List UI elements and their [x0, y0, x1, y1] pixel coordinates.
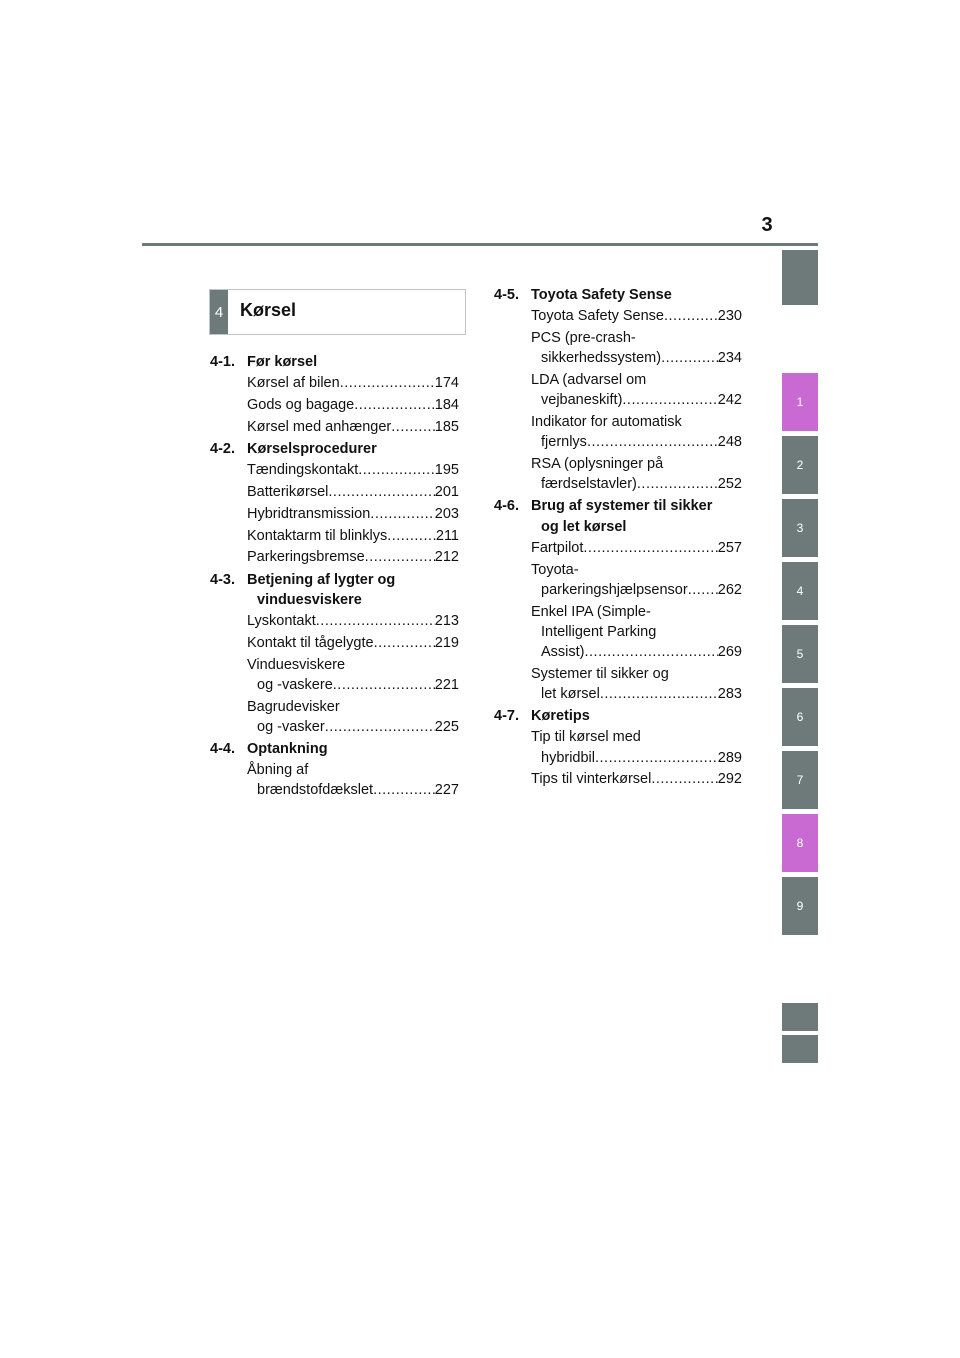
toc-entry-line: Bagrudevisker — [247, 698, 340, 715]
toc-entry[interactable] — [210, 460, 459, 480]
toc-page-number: 185 — [434, 418, 459, 435]
dot-leader — [622, 390, 717, 410]
toc-group-title-line: Før kørsel — [247, 354, 318, 370]
toc-entry[interactable] — [210, 655, 459, 695]
toc-entry-line: Tip til kørsel med — [531, 729, 641, 746]
toc-entry[interactable] — [494, 560, 742, 600]
toc-page-number: 221 — [434, 676, 459, 693]
toc-entry[interactable] — [210, 417, 459, 437]
dot-leader — [365, 547, 435, 567]
toc-entry[interactable] — [494, 306, 742, 326]
dot-leader — [651, 769, 717, 789]
section-header-box — [209, 289, 466, 335]
toc-group-title — [531, 496, 742, 536]
toc-group-number: 4-2. — [210, 441, 235, 457]
toc-entry-title: Assist) — [541, 644, 585, 661]
toc-group — [210, 439, 459, 568]
dot-leader — [637, 474, 718, 494]
toc-entry-title: let kørsel — [541, 686, 600, 703]
toc-group-number: 4-7. — [494, 708, 519, 725]
toc-entry-line: Systemer til sikker og — [531, 665, 669, 682]
toc-entry[interactable] — [210, 526, 459, 546]
toc-group — [210, 739, 459, 801]
dot-leader — [373, 780, 435, 800]
toc-entry[interactable] — [210, 611, 459, 631]
toc-entry-last-line — [247, 633, 459, 653]
dot-leader — [354, 395, 435, 415]
toc-page-number: 242 — [717, 392, 742, 409]
toc-entry[interactable] — [494, 538, 742, 558]
toc-entry-last-line — [247, 780, 459, 800]
toc-entry-title: Hybridtransmission — [247, 505, 371, 522]
toc-entry-title: færdselstavler) — [541, 476, 637, 493]
toc-group-title — [531, 706, 742, 726]
toc-group-title-line: Betjening af lygter og — [247, 571, 396, 588]
toc-page-number: 234 — [717, 350, 742, 367]
toc-entry-last-line — [247, 611, 459, 631]
toc-group-heading — [494, 285, 742, 305]
dot-leader — [583, 538, 717, 558]
toc-entry-title: Kontakt til tågelygte — [247, 634, 374, 651]
toc-entry-last-line — [531, 684, 742, 704]
toc-group-title-line: Køretips — [531, 708, 590, 725]
dot-leader — [325, 717, 435, 737]
toc-page-number: 292 — [717, 771, 742, 788]
toc-entry-title: Gods og bagage — [247, 397, 355, 413]
dot-leader — [688, 580, 718, 600]
toc-entry-last-line — [247, 526, 459, 546]
toc-entry-last-line — [247, 675, 459, 695]
toc-entry[interactable] — [494, 328, 742, 368]
toc-group — [494, 496, 742, 704]
toc-entry[interactable] — [494, 727, 742, 767]
toc-entry-last-line — [531, 390, 742, 410]
toc-page-number: 227 — [434, 782, 459, 799]
toc-entry-line: Åbning af — [247, 762, 309, 779]
dot-leader — [587, 432, 718, 452]
toc-entry[interactable] — [210, 697, 459, 737]
toc-entry[interactable] — [494, 664, 742, 704]
toc-right-column — [494, 285, 742, 792]
toc-group-title-line: og let kørsel — [541, 518, 627, 535]
toc-entry-last-line — [531, 306, 742, 326]
toc-entry[interactable] — [210, 482, 459, 502]
toc-page-number: 262 — [717, 581, 742, 598]
toc-entry-title: og -vasker — [257, 718, 325, 735]
chapter-tab-blank[interactable] — [782, 1035, 818, 1063]
chapter-tab-3[interactable]: 3 — [782, 499, 818, 557]
dot-leader — [358, 460, 435, 480]
page-number: 3 — [761, 214, 773, 236]
toc-page-number: 252 — [717, 476, 742, 493]
dot-leader — [661, 348, 718, 368]
toc-group-heading — [494, 496, 742, 536]
dot-leader — [340, 373, 435, 393]
section-title: Kørsel — [240, 300, 297, 320]
chapter-tab-7[interactable]: 7 — [782, 751, 818, 809]
toc-page-number: 225 — [434, 718, 459, 735]
dot-leader — [387, 526, 436, 546]
chapter-tab-blank[interactable] — [782, 1003, 818, 1031]
toc-entry-last-line — [247, 504, 459, 524]
toc-entry[interactable] — [210, 633, 459, 653]
toc-entry-last-line — [531, 769, 742, 789]
dot-leader — [391, 417, 435, 437]
dot-leader — [595, 748, 718, 768]
toc-page-number: 211 — [435, 527, 459, 544]
chapter-tab-blank[interactable] — [782, 250, 818, 305]
toc-entry-last-line — [531, 432, 742, 452]
toc-entry-last-line — [247, 547, 459, 567]
toc-entry-title: og -vaskere — [257, 676, 333, 693]
toc-entry-line: RSA (oplysninger på — [531, 456, 664, 472]
toc-page-number: 213 — [434, 613, 459, 629]
toc-entry-title: Kørsel med anhænger — [247, 418, 392, 435]
toc-entry[interactable] — [210, 395, 459, 415]
toc-entry-line: Intelligent Parking — [541, 623, 657, 640]
toc-group — [494, 706, 742, 789]
toc-entry-last-line — [247, 417, 459, 437]
toc-entry[interactable] — [210, 504, 459, 524]
toc-entry-last-line — [247, 717, 459, 737]
dot-leader — [328, 482, 434, 502]
dot-leader — [585, 642, 718, 662]
toc-entry-last-line — [247, 373, 459, 393]
toc-group — [210, 352, 459, 437]
toc-group-heading — [210, 570, 459, 610]
toc-entry-line: Toyota- — [531, 561, 579, 578]
toc-entry-title: Toyota Safety Sense — [531, 308, 664, 325]
chapter-tab-5[interactable]: 5 — [782, 625, 818, 683]
toc-group-heading — [494, 706, 742, 726]
toc-entry-line: LDA (advarsel om — [531, 372, 647, 388]
toc-entry-last-line — [247, 395, 459, 415]
toc-group-title — [531, 285, 742, 305]
toc-group-heading — [210, 352, 459, 372]
toc-group-number: 4-4. — [210, 741, 235, 757]
section-number: 4 — [210, 290, 228, 334]
toc-page-number: 212 — [434, 549, 459, 566]
toc-entry-title: Tændingskontakt — [247, 462, 359, 479]
toc-page-number: 230 — [717, 308, 742, 325]
chapter-tab-2[interactable]: 2 — [782, 436, 818, 494]
toc-page-number: 283 — [717, 686, 742, 703]
toc-entry-last-line — [531, 748, 742, 768]
toc-entry-last-line — [247, 482, 459, 502]
toc-page-number: 174 — [434, 375, 459, 392]
top-rule — [142, 243, 818, 246]
toc-entry[interactable] — [210, 760, 459, 800]
dot-leader — [664, 306, 718, 326]
toc-group-title-line: vinduesviskere — [257, 591, 362, 608]
toc-entry-title: brændstofdækslet — [257, 782, 374, 799]
toc-group-title-line: Optankning — [247, 741, 328, 757]
toc-entry-last-line — [531, 580, 742, 600]
toc-entry[interactable] — [494, 769, 742, 789]
dot-leader — [333, 675, 435, 695]
toc-group-heading — [210, 739, 459, 759]
toc-entry-title: fjernlys — [541, 434, 587, 451]
toc-group-title — [247, 570, 459, 610]
toc-page-number: 203 — [434, 505, 459, 522]
toc-entry[interactable] — [494, 454, 742, 494]
toc-group-title-line: Kørselsprocedurer — [247, 441, 377, 457]
dot-leader — [370, 504, 435, 524]
toc-entry-last-line — [531, 642, 742, 662]
toc-entry-title: Kørsel af bilen — [247, 375, 340, 392]
toc-entry-last-line — [531, 474, 742, 494]
toc-entry[interactable] — [494, 412, 742, 452]
toc-group-title — [247, 439, 459, 459]
toc-entry[interactable] — [494, 602, 742, 663]
toc-entry-line: PCS (pre-crash- — [531, 330, 636, 346]
toc-group-number: 4-1. — [210, 354, 235, 370]
toc-entry-last-line — [247, 460, 459, 480]
chapter-tab-1[interactable]: 1 — [782, 373, 818, 431]
toc-entry-title: Batterikørsel — [247, 484, 329, 500]
toc-page-number: 219 — [434, 634, 459, 651]
toc-group-heading — [210, 439, 459, 459]
toc-entry-title: Tips til vinterkørsel — [531, 771, 652, 788]
toc-entry[interactable] — [210, 547, 459, 567]
toc-group-title — [247, 352, 459, 372]
toc-entry-title: parkeringshjælpsensor — [541, 581, 688, 598]
toc-group-number: 4-5. — [494, 287, 519, 303]
toc-entry[interactable] — [494, 370, 742, 410]
toc-entry-last-line — [531, 348, 742, 368]
dot-leader — [600, 684, 718, 704]
toc-left-column — [210, 352, 459, 803]
toc-entry[interactable] — [210, 373, 459, 393]
toc-entry-title: Fartpilot — [531, 539, 584, 556]
toc-page-number: 184 — [434, 397, 459, 413]
toc-page-number: 201 — [434, 484, 459, 500]
toc-page-number: 289 — [717, 749, 742, 766]
toc-page-number: 248 — [717, 434, 742, 451]
chapter-tab-8[interactable]: 8 — [782, 814, 818, 872]
toc-entry-last-line — [531, 538, 742, 558]
toc-entry-title: sikkerhedssystem) — [541, 350, 662, 367]
toc-page-number: 195 — [434, 462, 459, 479]
toc-entry-title: Kontaktarm til blinklys — [247, 527, 388, 544]
toc-group-title-line: Brug af systemer til sikker — [531, 498, 713, 515]
toc-page-number: 257 — [717, 539, 742, 556]
toc-entry-title: vejbaneskift) — [541, 392, 623, 409]
toc-group — [494, 285, 742, 494]
toc-entry-title: Lyskontakt — [247, 613, 316, 629]
toc-group-number: 4-6. — [494, 498, 519, 515]
toc-entry-line: Indikator for automatisk — [531, 414, 682, 430]
toc-group — [210, 570, 459, 737]
dot-leader — [316, 611, 435, 631]
toc-entry-line: Enkel IPA (Simple- — [531, 603, 651, 620]
chapter-tab-6[interactable]: 6 — [782, 688, 818, 746]
toc-group-number: 4-3. — [210, 571, 235, 588]
toc-group-title — [247, 739, 459, 759]
toc-group-title-line: Toyota Safety Sense — [531, 287, 672, 303]
toc-entry-line: Vinduesviskere — [247, 656, 346, 673]
toc-page-number: 269 — [717, 644, 742, 661]
dot-leader — [374, 633, 435, 653]
toc-entry-title: hybridbil — [541, 749, 595, 766]
toc-entry-title: Parkeringsbremse — [247, 549, 365, 566]
chapter-tab-4[interactable]: 4 — [782, 562, 818, 620]
chapter-tab-9[interactable]: 9 — [782, 877, 818, 935]
